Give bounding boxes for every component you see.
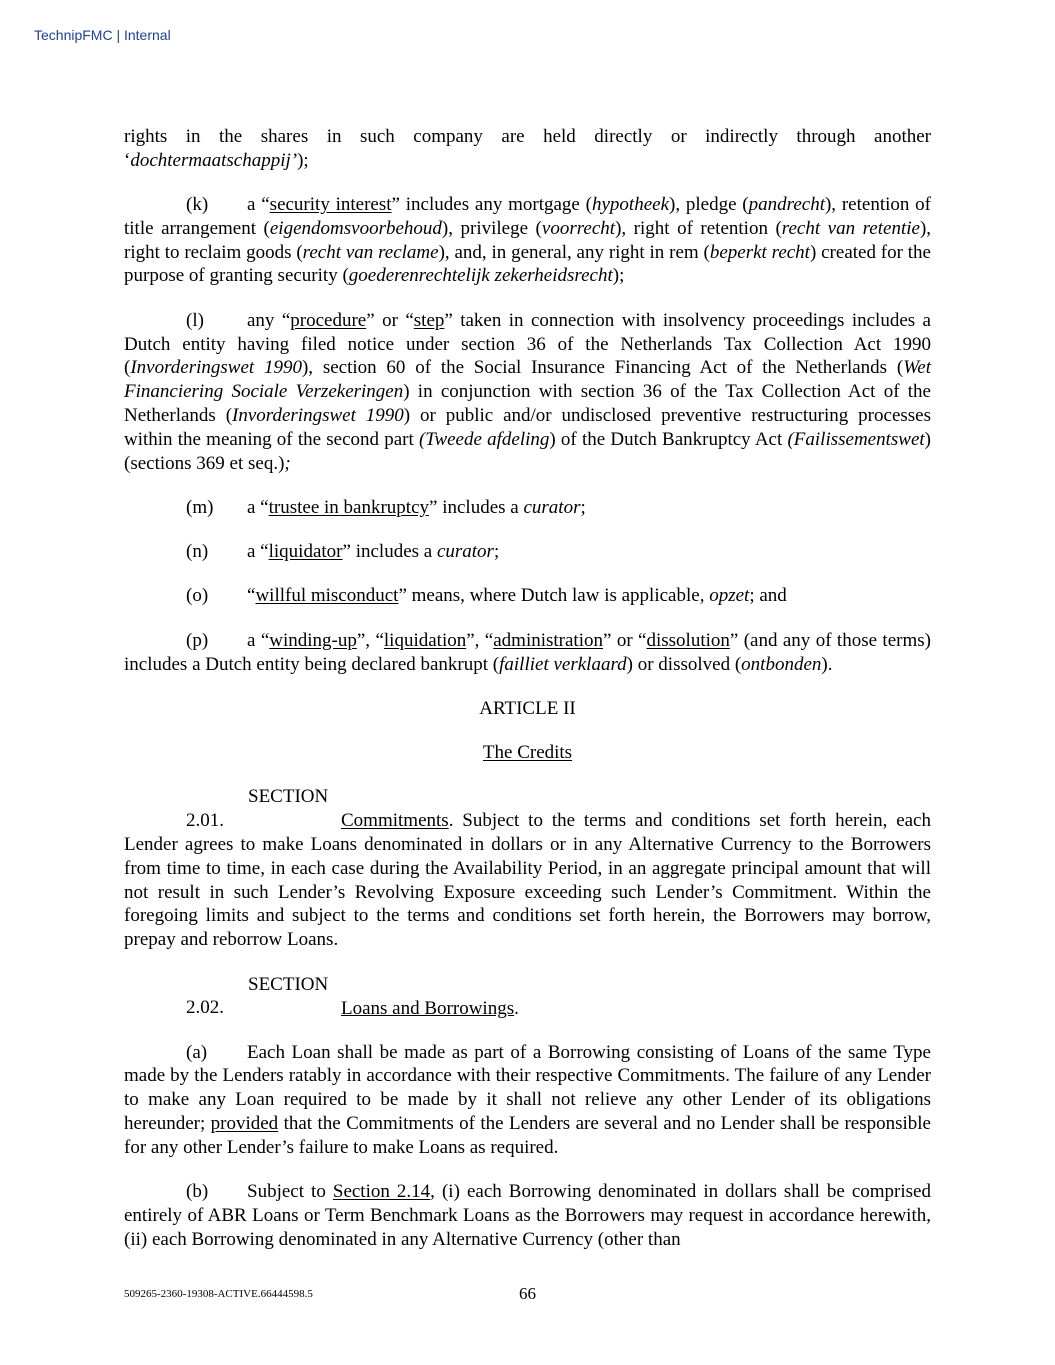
clause-o: (o) “willful misconduct” means, where Dutch law is applicable, opzet; and (186, 585, 787, 607)
defined-term: security interest (269, 194, 392, 216)
clause-n: (n) a “liquidator” includes a curator; (186, 541, 500, 563)
clause-p: (p) a “winding-up”, “liquidation”, “administration” or “dissolution” (and any of those terms) includes a Dutch entity being declared bankrupt (failliet verklaard) or dissolved (ontbonden). (124, 629, 931, 675)
article-title: ARTICLE II (479, 697, 576, 719)
cross-reference-link: Section 2.14 (332, 1181, 431, 1203)
section-2-01: SECTION 2.01. Commitments. Subject to the terms and conditions set forth herein, each Lender agrees to make Loans denominated in dollars or in any Alternative Currency to the Borrowers from time to time, in each case during the Availability Period, in an aggregate principal amount that will not result in such Lender’s Revolving Exposure exceeding such Lender’s Commitment. Within the foregoing limits and subject to the terms and conditions set forth herein, the Borrowers may borrow, prepay and reborrow Loans. (124, 786, 931, 951)
section-2-02: SECTION 2.02. Loans and Borrowings. (186, 973, 519, 1019)
defined-term: administration (493, 629, 603, 651)
section-heading: Commitments (341, 810, 449, 832)
clause-m: (m) a “trustee in bankruptcy” includes a curator; (186, 496, 586, 518)
defined-term: procedure (290, 309, 367, 331)
clause-k: (k) a “security interest” includes any mortgage (hypotheek), pledge (pandrecht), retention of title arrangement (eigendomsvoorbehoud), privilege (voorrecht), right of retention (recht van retentie), right to reclaim goods (recht van reclame), and, in general, any right in rem (beperkt recht) created for the purpose of granting security (goederenrechtelijk zekerheidsrecht); (124, 194, 932, 287)
defined-term: dissolution (646, 629, 730, 651)
clause-b: (b) Subject to Section 2.14, (i) each Borrowing denominated in dollars shall be comprised entirely of ABR Loans or Term Benchmark Loans as the Borrowers may request in accordance herewith, (ii) each Borrowing denominated in any Alternative Currency (other than (124, 1181, 931, 1250)
defined-term: provided (210, 1113, 279, 1134)
defined-term: liquidation (383, 629, 467, 651)
document-id: 509265-2360-19308-ACTIVE.66444598.5 (124, 1288, 313, 1300)
clause-a: (a) Each Loan shall be made as part of a Borrowing consisting of Loans of the same Type made by the Lenders ratably in accordance with their respective Commitments. The failure of any Lender to make any Loan required to be made by it shall not relieve any other Lender of its obligations hereunder; provided that the Commitments of the Lenders are several and no Lender shall be responsible for any other Lender’s failure to make Loans as required. (124, 1041, 931, 1158)
clause-l: (l) any “procedure” or “step” taken in connection with insolvency proceedings includes a Dutch entity having filed notice under section 36 of the Netherlands Tax Collection Act 1990 (Invorderingswet 1990), section 60 of the Social Insurance Financing Act of the Netherlands (Wet Financiering Sociale Verzekeringen) in conjunction with section 36 of the Tax Collection Act of the Netherlands (Invorderingswet 1990) or public and/or undisclosed preventive restructuring processes within the meaning of the second part (Tweede afdeling) of the Dutch Bankruptcy Act (Failissementswet) (sections 369 et seq.); (124, 309, 931, 474)
section-heading: Loans and Borrowings (341, 997, 515, 1019)
classification-label: TechnipFMC | Internal (34, 27, 171, 43)
defined-term: liquidator (268, 541, 343, 563)
document-body (124, 125, 931, 1272)
defined-term: trustee in bankruptcy (268, 496, 430, 518)
defined-term: willful misconduct (255, 585, 399, 607)
article-subtitle: The Credits (482, 742, 573, 764)
defined-term: step (413, 309, 445, 331)
paragraph-continuation: rights in the shares in such company are held directly or indirectly through another ‘dochtermaatschappij’); (124, 126, 931, 171)
page-number: 66 (519, 1284, 536, 1303)
defined-term: winding-up (269, 629, 357, 651)
